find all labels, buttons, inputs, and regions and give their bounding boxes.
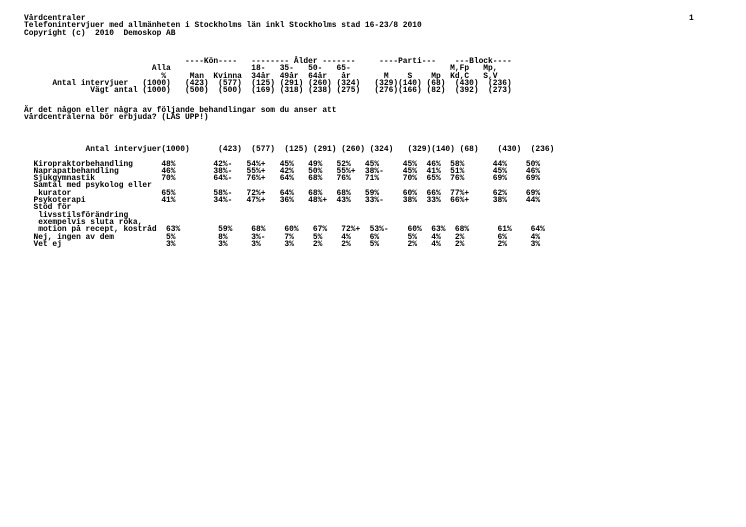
table-row: Sjukgymnastik 70% 64%- 76%+ 64% 68% 76% 71% 70% 65% 76% 69% 69%: [24, 174, 541, 184]
report-header: [24, 15, 422, 37]
header-weighted-row: Vägt antal (1000) (500) (500) (169) (318) (238) (275) (276)(166) (82) (392) (273): [24, 86, 512, 96]
header-interviews-row: Antal intervjuer (1000) (423) (577) (125) (291) (260) (324) (329)(140) (68) (430) (236): [24, 78, 512, 88]
table-body: [24, 146, 554, 248]
table-row: exempelvis sluta röka,: [24, 217, 143, 227]
table-row: Stöd för: [24, 203, 72, 213]
table-row: kurator 65% 58%- 72%+ 64% 68% 68% 59% 60% 66% 77%+ 62% 69%: [24, 188, 541, 198]
report-title: Vårdcentraler: [24, 14, 86, 23]
table-row: Naprapatbehandling 46% 38%- 55%+ 42% 50% 55%+ 38%- 45% 41% 51% 45% 46%: [24, 166, 541, 176]
table-row: Nej, ingen av dem 5% 8% 3%- 7% 5% 4% 6% 5% 4% 2% 6% 4%: [24, 232, 541, 242]
page-number: 1: [689, 14, 694, 23]
copyright-line: Copyright (c) 2010 Demoskop AB: [24, 28, 176, 38]
question-text: [24, 107, 337, 122]
table-header: [24, 58, 512, 94]
body-interviews-row: Antal intervjuer(1000) (423) (577) (125) (291) (260) (324) (329)(140) (68) (430) (236): [24, 145, 555, 154]
header-row-2: % Man Kvinna 34år 49år 64år år M S Mp Kd,C S,V: [24, 71, 498, 81]
header-group-row: ----Kön---- -------- Ålder ------- ----Parti--- ---Block----: [24, 57, 512, 66]
report-subtitle: Telefonintervjuer med allmänheten i Stockholms län inkl Stockholms stad 16-23/8 2010: [24, 21, 422, 31]
table-row: Vet ej 3% 3% 3% 3% 2% 2% 5% 2% 4% 2% 2% 3%: [24, 239, 541, 249]
question-line-1: Är det någon eller några av följande behandlingar som du anser att: [24, 106, 337, 115]
table-row: Psykoterapi 41% 34%- 47%+ 36% 48%+ 43% 33%- 38% 33% 66%+ 38% 44%: [24, 196, 541, 206]
header-row-1: Alla 18- 35- 50- 65- M,Fp Mp,: [24, 64, 498, 74]
table-row: livsstilsförändring: [24, 210, 129, 220]
table-row: Samtal med psykolog eller: [24, 181, 152, 191]
table-row: motion på recept, kostråd 63% 59% 68% 60% 67% 72%+ 53%- 60% 63% 68% 61% 64%: [24, 225, 545, 235]
report-page: [24, 15, 724, 515]
table-row: Kiropraktorbehandling 48% 42%- 54%+ 45% 49% 52% 45% 45% 46% 58% 44% 50%: [24, 159, 541, 169]
question-line-2: vårdcentralerna bör erbjuda? (LÄS UPP!): [24, 113, 209, 123]
